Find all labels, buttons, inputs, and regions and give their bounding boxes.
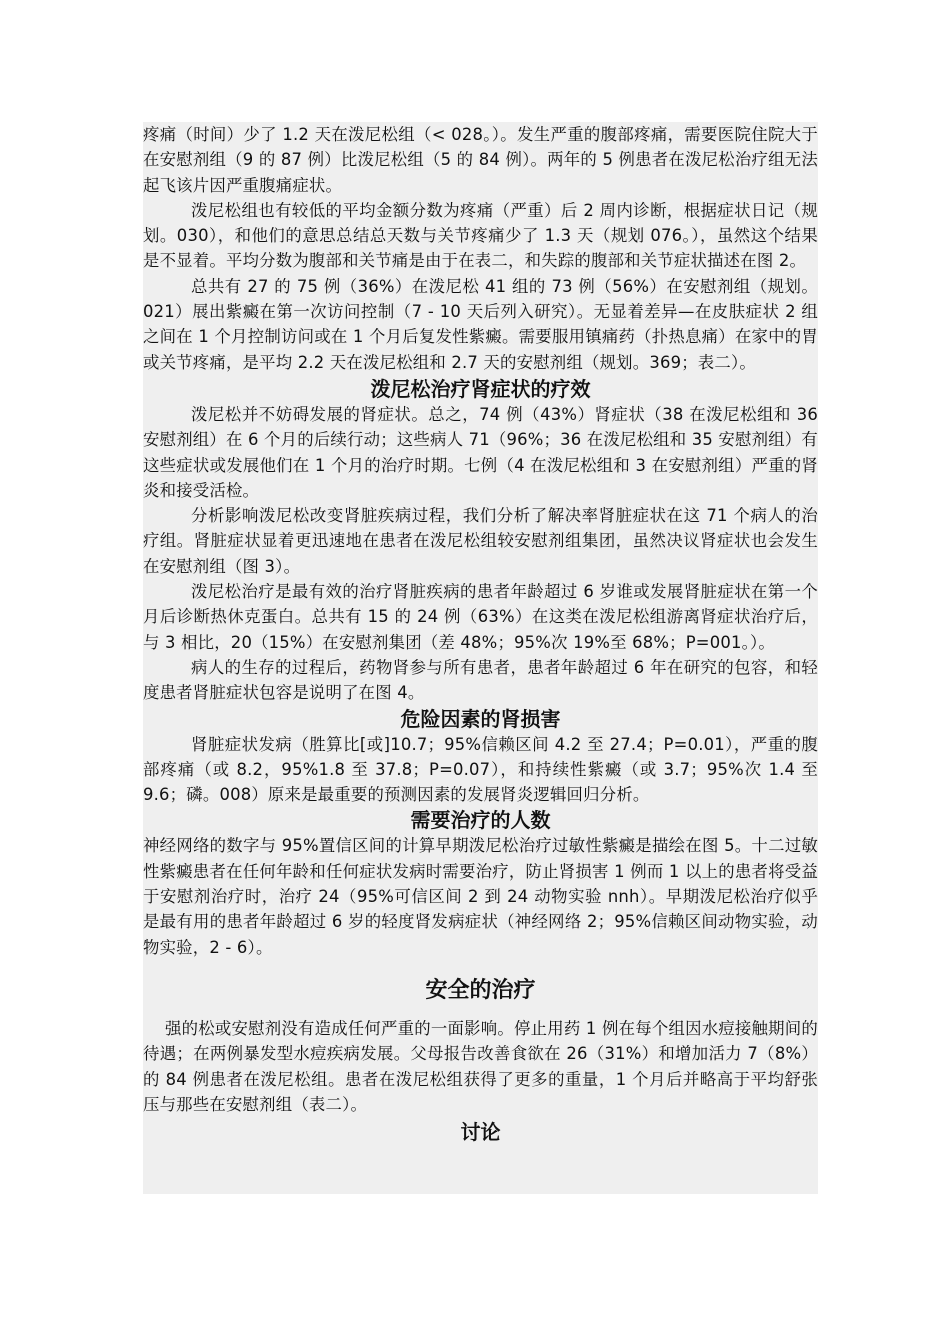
- heading-safety: 安全的治疗: [425, 977, 536, 1003]
- document-body: [143, 122, 818, 1194]
- paragraph-purpura: 总共有 27 的 75 例（36%）在泼尼松 41 组的 73 例（56%）在安慰剂组（规划。021）展出紫癜在第一次访问控制（7 - 10 天后列入研究）。无显着差异—在皮肤症状 2 组之间在 1 个月控制访问或在 1 个月后复发性紫癜。需要服用镇痛药（扑热息痛）在家中的胃或关节疼痛，是平均 2.2 天在泼尼松组和 2.7 天的安慰剂组（规划。369；表二）。: [143, 276, 818, 372]
- paragraph-renal-age: 泼尼松治疗是最有效的治疗肾脏疾病的患者年龄超过 6 岁谁或发展肾脏症状在第一个月后诊断热休克蛋白。总共有 15 的 24 例（63%）在这类在泼尼松组游离肾症状治疗后，与 3 相比，20（15%）在安慰剂集团（差 48%；95%次 19%至 68%；P=001。）。: [143, 582, 818, 652]
- heading-risk-factors: 危险因素的肾损害: [400, 706, 561, 731]
- paragraph-abdominal-pain: 疼痛（时间）少了 1.2 天在泼尼松组（< 028。）。发生严重的腹部疼痛，需要医院住院大于在安慰剂组（9 的 87 例）比泼尼松组（5 的 84 例）。两年的 5 例患者在泼尼松治疗组无法起飞该片因严重腹痛症状。: [143, 125, 818, 195]
- heading-discussion: 讨论: [460, 1120, 501, 1145]
- paragraph-renal-analysis: 分析影响泼尼松改变肾脏疾病过程，我们分析了解决率肾脏症状在这 71 个病人的治疗组。肾脏症状显着更迅速地在患者在泼尼松组较安慰剂组集团，虽然决议肾症状也会发生在安慰剂组（图 3）。: [143, 506, 818, 576]
- paragraph-symptom-diary: 泼尼松组也有较低的平均金额分数为疼痛（严重）后 2 周内诊断，根据症状日记（规划。030），和他们的意思总结总天数与关节疼痛少了 1.3 天（规划 076。），虽然这个结果是不显着。平均分数为腹部和关节痛是由于在表二，和失踪的腹部和关节症状描述在图 2。: [143, 200, 818, 271]
- paragraph-risk-factors: 肾脏症状发病（胜算比[或]10.7；95%信赖区间 4.2 至 27.4；P=0.01），严重的腹部疼痛（或 8.2，95%1.8 至 37.8；P=0.07），和持续性紫癜（或 3.7；95%次 1.4 至 9.6；磷。008）原来是最重要的预测因素的发展肾炎逻辑回归分析。: [143, 734, 818, 805]
- paragraph-safety: 强的松或安慰剂没有造成任何严重的一面影响。停止用药 1 例在每个组因水痘接触期间的待遇；在两例暴发型水痘疾病发展。父母报告改善食欲在 26（31%）和增加活力 7（8%）的 84 例患者在泼尼松组。患者在泼尼松组获得了更多的重量，1 个月后并略高于平均舒张压与那些在安慰剂组（表二）。: [143, 1018, 818, 1114]
- heading-renal-efficacy: 泼尼松治疗肾症状的疗效: [370, 376, 591, 401]
- heading-number-needed-to-treat: 需要治疗的人数: [410, 808, 551, 833]
- paragraph-renal-symptoms: 泼尼松并不妨碍发展的肾症状。总之，74 例（43%）肾症状（38 在泼尼松组和 36 安慰剂组）在 6 个月的后续行动；这些病人 71（96%；36 在泼尼松组和 35 安慰剂组）有这些症状或发展他们在 1 个月的治疗时期。七例（4 在泼尼松组和 3 在安慰剂组）严重的肾炎和接受活检。: [143, 404, 818, 500]
- paragraph-survival: 病人的生存的过程后，药物肾参与所有患者，患者年龄超过 6 年在研究的包容，和轻度患者肾脏症状包容是说明了在图 4。: [143, 657, 818, 703]
- paragraph-nnt: 神经网络的数字与 95%置信区间的计算早期泼尼松治疗过敏性紫癜是描绘在图 5。十二过敏性紫癜患者在任何年龄和任何症状发病时需要治疗，防止肾损害 1 例而 1 以上的患者将受益于安慰剂治疗时，治疗 24（95%可信区间 2 到 24 动物实验 nnh）。早期泼尼松治疗似乎是最有用的患者年龄超过 6 岁的轻度肾发病症状（神经网络 2；95%信赖区间动物实验，动物实验，2 - 6）。: [143, 836, 818, 957]
